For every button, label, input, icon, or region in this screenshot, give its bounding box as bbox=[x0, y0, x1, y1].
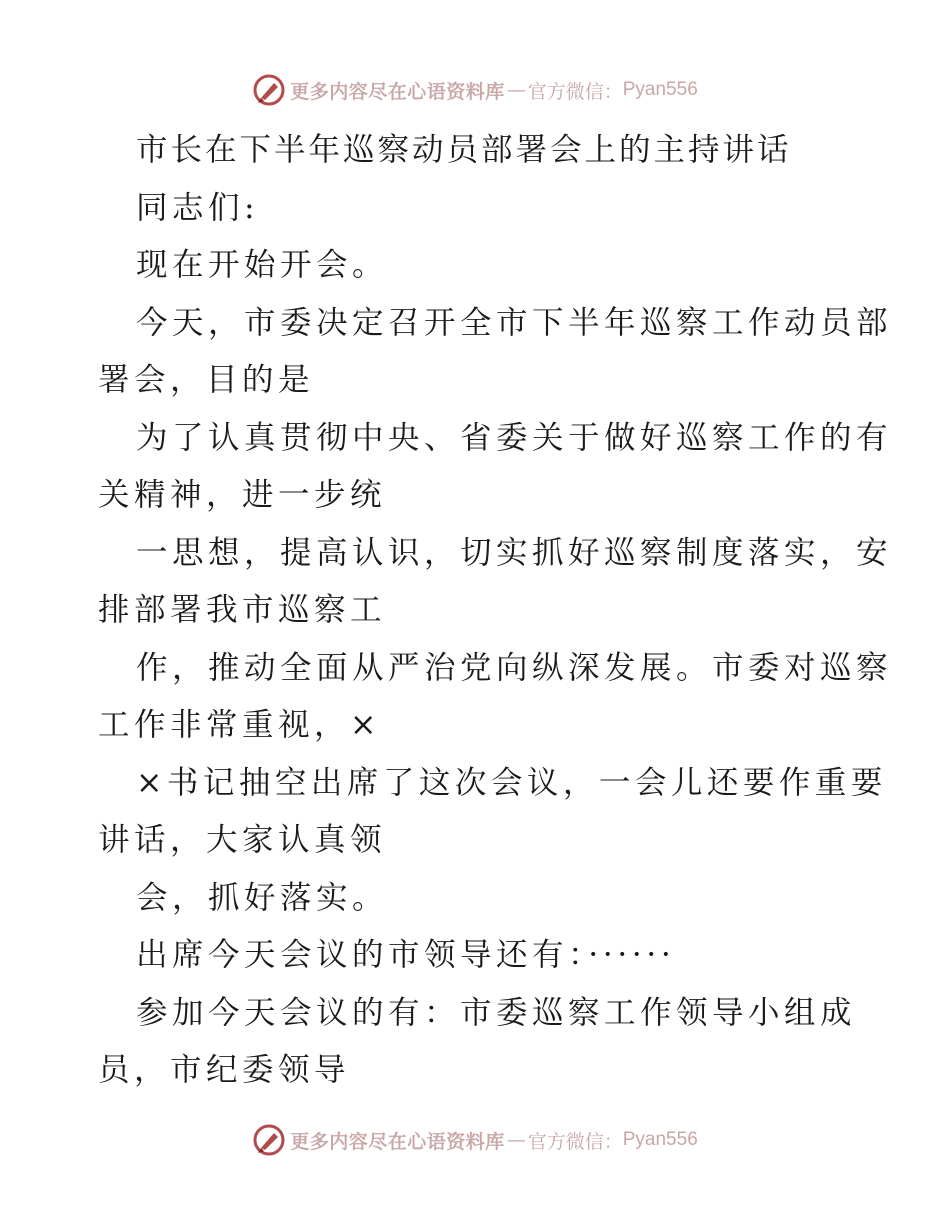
banner-dash: — bbox=[506, 79, 526, 101]
paragraph-line: 参加今天会议的有：市委巡察工作领导小组成 bbox=[136, 994, 857, 1031]
banner-brand-text: 更多内容尽在心语资料库 bbox=[290, 80, 505, 103]
paragraph-line: ×书记抽空出席了这次会议，一会儿还要作重要 bbox=[136, 764, 887, 801]
pen-nib-circle-icon bbox=[252, 73, 286, 107]
paragraph-line: 为了认真贯彻中央、省委关于做好巡察工作的有 bbox=[136, 419, 893, 456]
footer-watermark-banner bbox=[0, 1120, 950, 1160]
paragraph-line: 今天，市委决定召开全市下半年巡察工作动员部 bbox=[136, 304, 893, 341]
banner-wechat-id: Pyan556 bbox=[622, 79, 698, 100]
paragraph-line: 作，推动全面从严治党向纵深发展。市委对巡察 bbox=[136, 649, 893, 686]
paragraph-line: 工作非常重视，× bbox=[98, 707, 381, 743]
paragraph-line: 关精神，进一步统 bbox=[98, 477, 387, 513]
banner-wechat-id: Pyan556 bbox=[622, 1129, 698, 1150]
banner-brand-text: 更多内容尽在心语资料库 bbox=[290, 1130, 505, 1153]
paragraph-line: 会，抓好落实。 bbox=[136, 879, 389, 916]
header-watermark-banner bbox=[0, 70, 950, 110]
paragraph-line: 出席今天会议的市领导还有：······ bbox=[136, 937, 676, 973]
banner-wechat-label: 官方微信： bbox=[527, 1130, 623, 1153]
paragraph-line: 署会，目的是 bbox=[98, 362, 315, 398]
banner-wechat-label: 官方微信： bbox=[527, 80, 623, 103]
paragraph-line: 现在开始开会。 bbox=[136, 247, 389, 283]
pen-nib-circle-icon bbox=[252, 1123, 286, 1157]
paragraph-line: 员，市纪委领导 bbox=[98, 1052, 351, 1088]
banner-dash: — bbox=[506, 1129, 526, 1151]
paragraph-line: 排部署我市巡察工 bbox=[98, 592, 387, 628]
paragraph-line: 同志们: bbox=[136, 189, 260, 226]
document-title: 市长在下半年巡察动员部署会上的主持讲话 bbox=[136, 132, 792, 168]
document-body bbox=[98, 122, 893, 1100]
paragraph-line: 讲话，大家认真领 bbox=[98, 822, 387, 858]
paragraph-line: 一思想，提高认识，切实抓好巡察制度落实，安 bbox=[136, 534, 893, 571]
